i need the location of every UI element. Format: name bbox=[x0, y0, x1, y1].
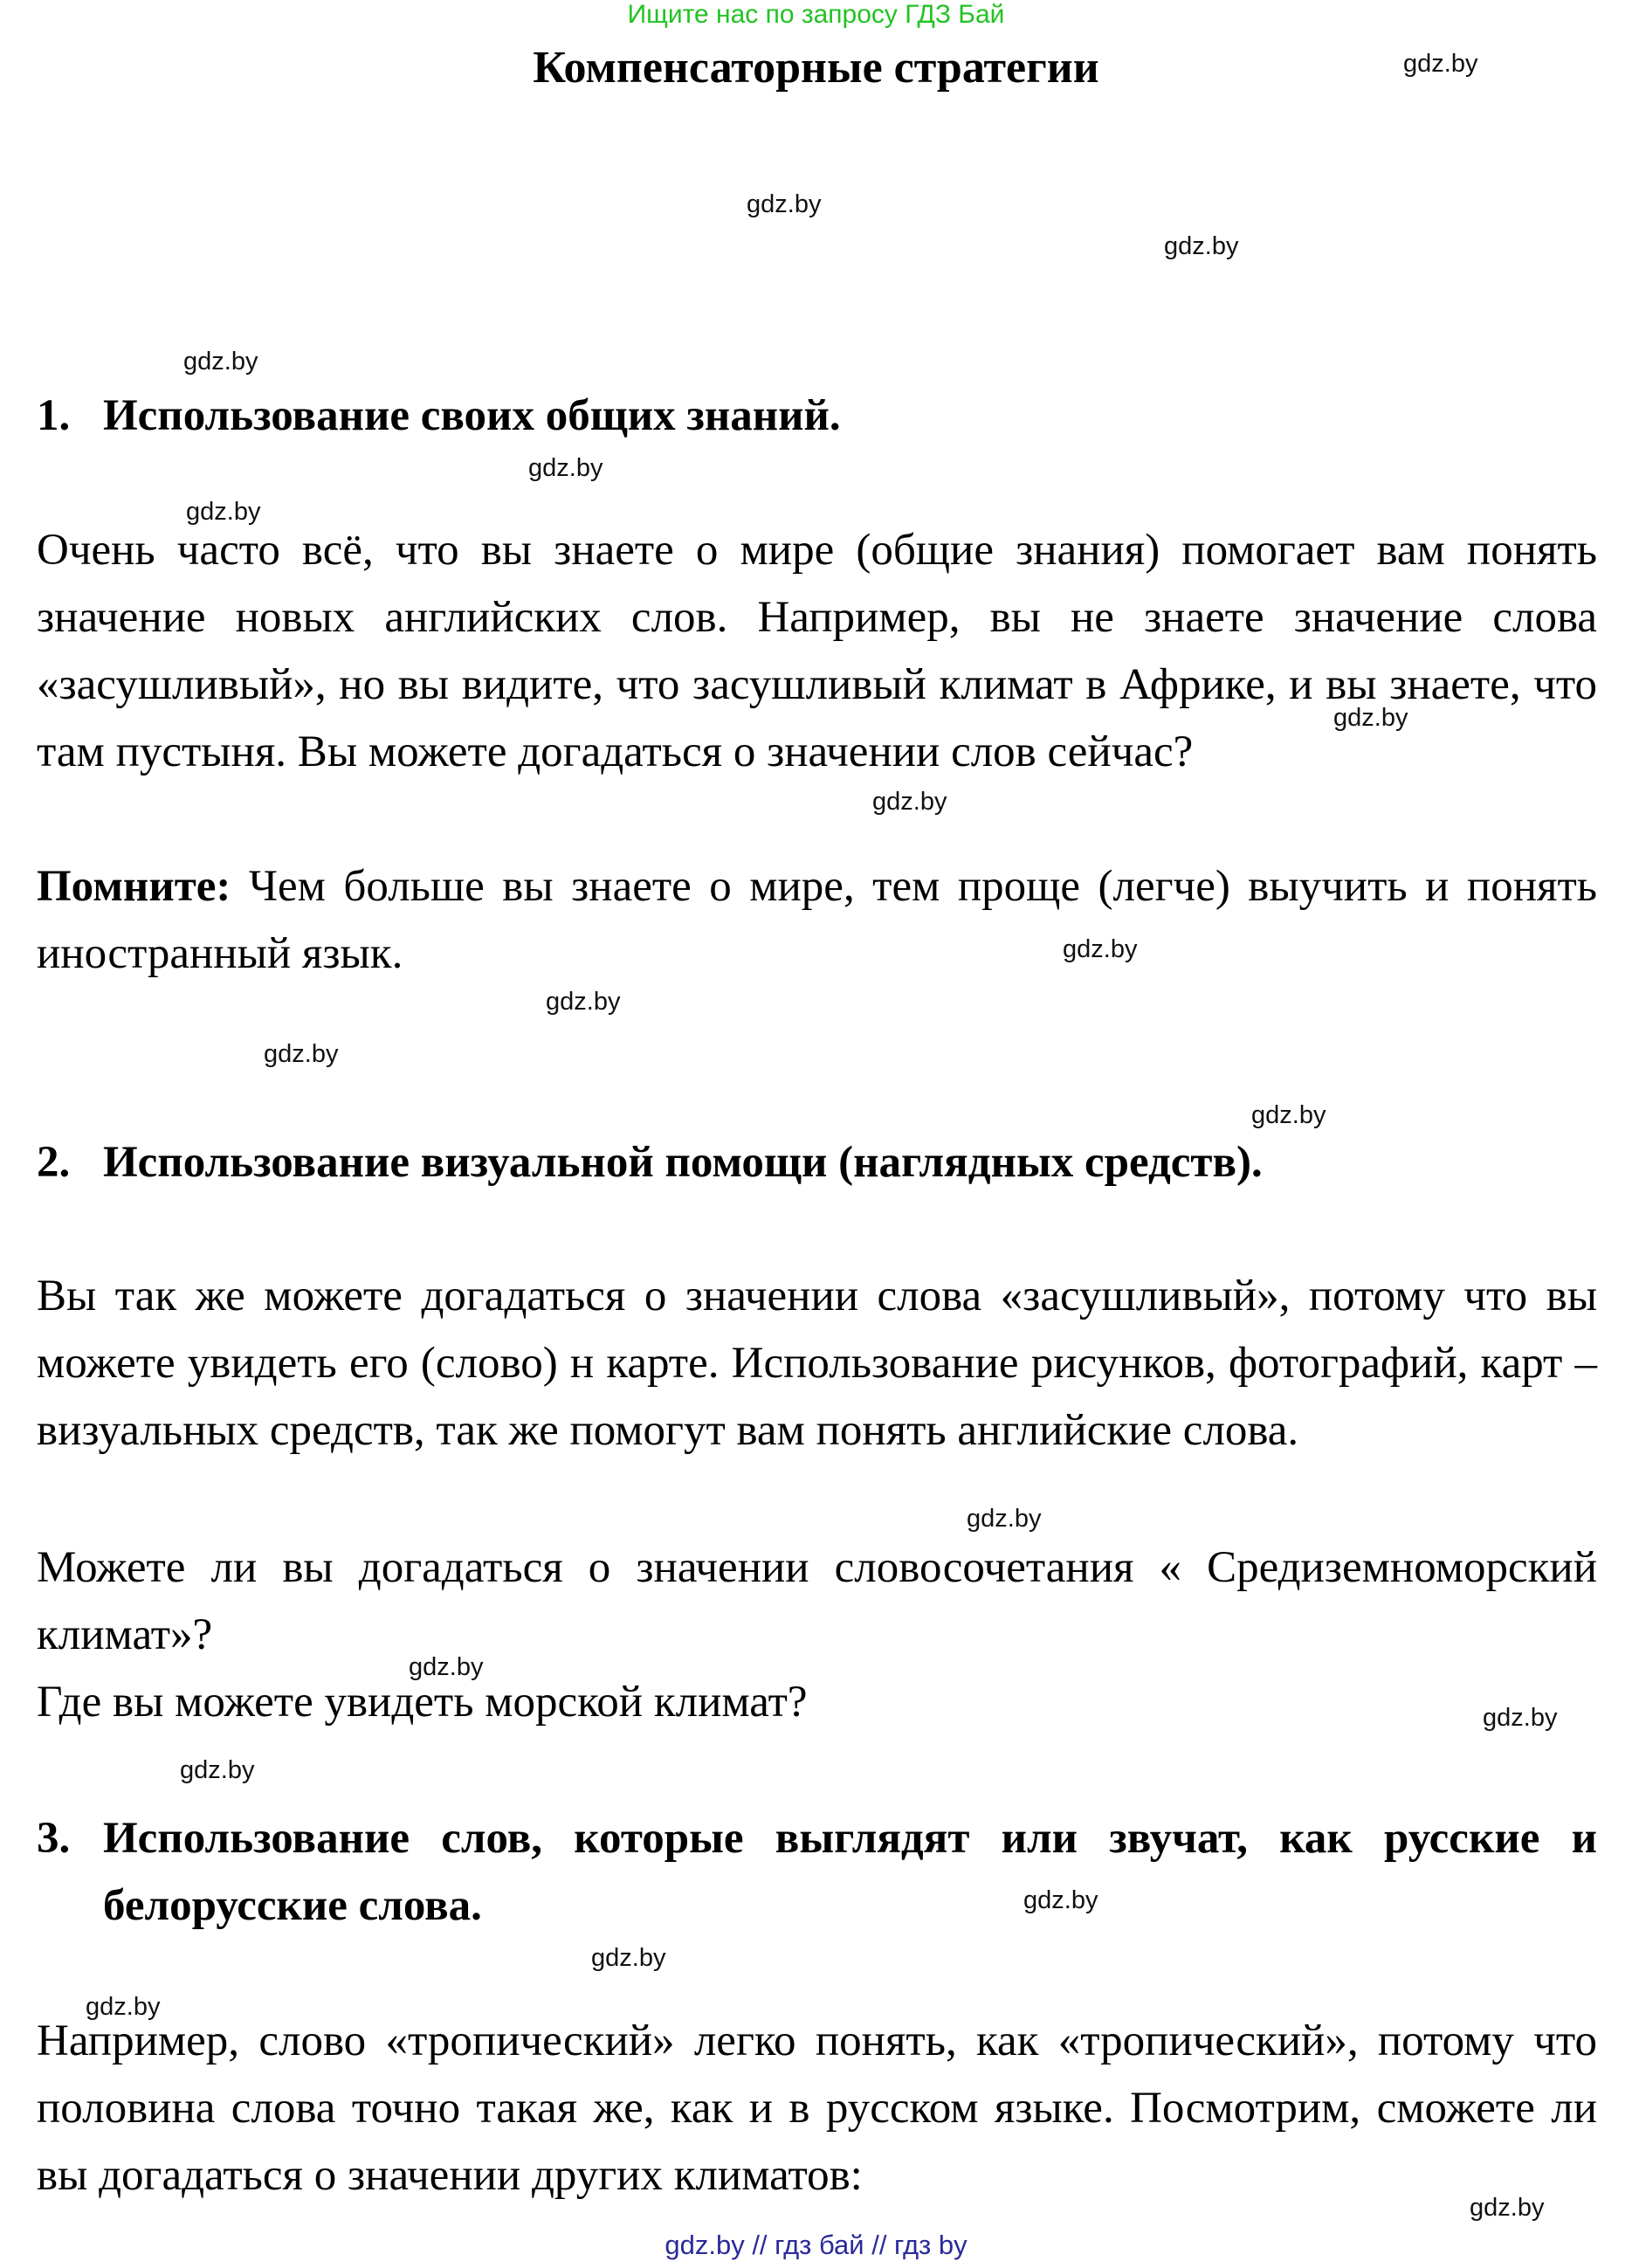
section-2-question: Можете ли вы догадаться о значении словосочетания « Средиземноморский климат»? bbox=[37, 1543, 1597, 1659]
watermark: gdz.by bbox=[1251, 1101, 1326, 1129]
watermark: gdz.by bbox=[1023, 1886, 1098, 1914]
remember-label: Помните: bbox=[37, 862, 231, 911]
section-2-heading bbox=[37, 1129, 1597, 1196]
section-1-heading bbox=[37, 383, 1597, 450]
watermark: gdz.by bbox=[546, 988, 621, 1016]
watermark: gdz.by bbox=[1483, 1704, 1558, 1732]
watermark: gdz.by bbox=[967, 1505, 1042, 1533]
watermark: gdz.by bbox=[872, 788, 947, 816]
remember-text: Чем больше вы знаете о мире, тем проще (легче) выучить и понять иностранный язык. bbox=[37, 862, 1597, 978]
footer-links[interactable]: gdz.by // гдз бай // гдз by bbox=[665, 2230, 967, 2260]
watermark: gdz.by bbox=[747, 190, 822, 218]
remember-note bbox=[37, 853, 1597, 988]
watermark: gdz.by bbox=[264, 1040, 339, 1068]
watermark: gdz.by bbox=[591, 1944, 666, 1972]
section-number: 1. bbox=[37, 391, 71, 440]
section-1-paragraph: Очень часто всё, что вы знаете о мире (общие знания) помогает вам понять значение новых английских слов. Например, вы не знаете значение слова «засушливый», но вы видите, что засушливый климат в Африке, и вы знаете, что там пустыня. Вы можете догадаться о значении слов сейчас? bbox=[37, 526, 1597, 776]
section-number: 3. bbox=[37, 1814, 71, 1863]
watermark: gdz.by bbox=[186, 498, 261, 526]
watermark: gdz.by bbox=[1063, 935, 1138, 963]
watermark: gdz.by bbox=[409, 1653, 484, 1681]
page-title: Компенсаторные стратегии bbox=[533, 43, 1099, 93]
section-3-heading bbox=[37, 1805, 1597, 1940]
watermark: gdz.by bbox=[1164, 232, 1239, 260]
section-2-question: Где вы можете увидеть морской климат? bbox=[37, 1678, 808, 1727]
section-3-paragraph: Например, слово «тропический» легко понять, как «тропический», потому что половина слова точно такая же, как и в русском языке. Посмотрим, сможете ли вы догадаться о значении других климатов: bbox=[37, 2016, 1597, 2200]
section-number: 2. bbox=[37, 1138, 71, 1187]
watermark: gdz.by bbox=[1470, 2194, 1545, 2222]
section-2-paragraph: Вы так же можете догадаться о значении слова «засушливый», потому что вы можете увидеть его (слово) н карте. Использование рисунков, фотографий, карт – визуальных средств, так же помогут вам понять английские слова. bbox=[37, 1272, 1597, 1455]
watermark: gdz.by bbox=[183, 348, 258, 376]
section-title: Использование визуальной помощи (наглядных средств). bbox=[103, 1138, 1263, 1187]
watermark: gdz.by bbox=[180, 1756, 255, 1784]
search-hint-link[interactable]: Ищите нас по запросу ГДЗ Бай bbox=[627, 0, 1005, 29]
section-title: Использование своих общих знаний. bbox=[103, 391, 841, 440]
watermark: gdz.by bbox=[528, 454, 603, 482]
watermark: gdz.by bbox=[1333, 704, 1408, 732]
section-title: Использование слов, которые выглядят или звучат, как русские и белорусские слова. bbox=[103, 1814, 1597, 1930]
watermark: gdz.by bbox=[86, 1993, 161, 2021]
watermark: gdz.by bbox=[1403, 50, 1478, 78]
